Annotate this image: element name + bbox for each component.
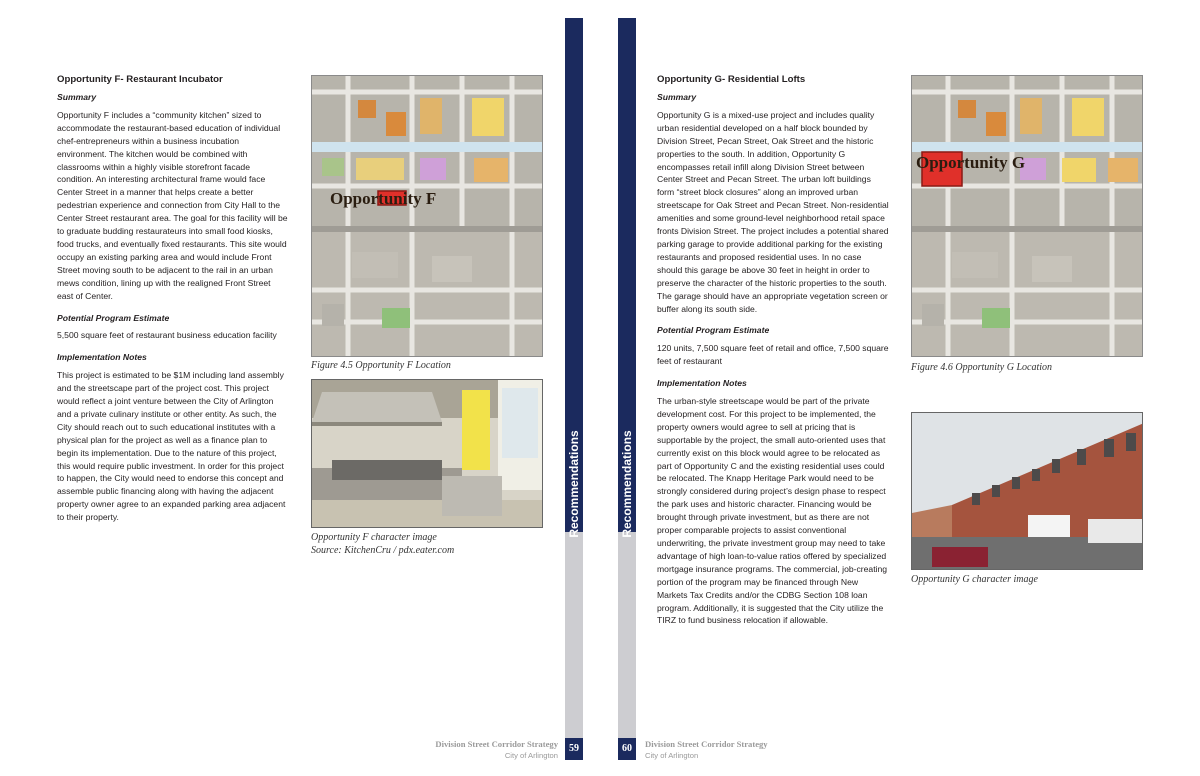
opportunity-f-map-label: Opportunity F xyxy=(330,189,437,208)
opportunity-g-location-map xyxy=(911,75,1143,357)
opportunity-f-location-map xyxy=(311,75,543,357)
program-text: 120 units, 7,500 square feet of retail and office, 7,500 square feet of restaurant xyxy=(657,343,889,367)
opportunity-g-title: Opportunity G- Residential Lofts xyxy=(657,74,806,85)
footer-subtitle: City of Arlington xyxy=(504,751,558,760)
implementation-text: The urban-style streetscape would be part of the private development cost. For this project to be implemented, the property owners would agree to sell at pricing that is supportable by the project, the small auto-oriented uses that currently exist on this block would agree to be relocated as part of Opportunity C and the existing residential uses could be relocated. The Knapp Heritage Park would need to be strongly considered during project’s design phase to respect the park uses and historic character. Financing would be brought through private investment, but as there are not proper comparable projects to assist conventional underwriting, the private investment group may need to take advantage of high loan-to-value ratios offered by specialized mortgage insurance programs. The commercial, job-creating portion of the program may be financed through New Markets Tax Credits and/or the CDBG Section 108 loan program. Additionally, it is suggested that the City utilize the TIRZ to fund business relocation if allowable. xyxy=(657,396,888,626)
program-heading: Potential Program Estimate xyxy=(57,312,170,323)
opportunity-g-lofts-photo xyxy=(911,412,1143,570)
program-heading: Potential Program Estimate xyxy=(657,325,770,336)
photo-caption-title: Opportunity F character image xyxy=(311,532,437,543)
opportunity-f-photo-caption xyxy=(311,532,454,557)
left-footer xyxy=(435,739,558,761)
implementation-heading: Implementation Notes xyxy=(57,352,147,363)
page-number-59: 59 xyxy=(565,738,583,760)
implementation-heading: Implementation Notes xyxy=(657,378,747,389)
opportunity-f-kitchen-photo xyxy=(311,379,543,528)
summary-text: Opportunity F includes a “community kitchen” sized to accommodate the restaurant-based education of individual chef-entrepreneurs within a business incubation environment. The kitchen would be combined with classrooms within a highly visible storefront facade condition. An interesting architectural frame would face Center Street in a manner that helps create a better pedestrian experience and connection from City Hall to the Center Street restaurant area. The goal for this facility will be to graduate budding restaurateurs into small food kiosks, food trucks, and eventually fixed restaurants. This site would occupy an existing parking area and would include Front Street moving south to be adjacent to the rail in an urban mews condition, lining up with the realigned Front Street east of Center. xyxy=(57,109,288,301)
right-text-column xyxy=(657,73,889,634)
right-recommendations-band xyxy=(618,18,636,760)
footer-title: Division Street Corridor Strategy xyxy=(435,739,558,749)
opportunity-g-photo-caption: Opportunity G character image xyxy=(911,574,1038,585)
left-text-column xyxy=(57,73,289,531)
opportunity-f-title: Opportunity F- Restaurant Incubator xyxy=(57,74,223,85)
right-footer xyxy=(645,739,768,761)
opportunity-f-map-caption: Figure 4.5 Opportunity F Location xyxy=(311,360,451,371)
summary-heading: Summary xyxy=(657,92,697,102)
summary-heading: Summary xyxy=(57,92,97,102)
band-label: Recommendations xyxy=(567,430,581,538)
implementation-text: This project is estimated to be $1M including land assembly and the streetscape part of the project cost. This project would reflect a joint venture between the City of Arlington and a private culinary institute or other entity. As such, the City should reach out to such educational institutes with a physical plan for the project as well as a finance plan to begin its implementation. Due to the nature of this project, this would require public investment. In order for this project to happen, the City would need to endorse this concept and assemble public financing along with having the adjacent property owner agree to an expanded parking area adjacent to their property. xyxy=(57,370,286,523)
page-number-60: 60 xyxy=(618,738,636,760)
band-label: Recommendations xyxy=(620,430,634,538)
footer-title: Division Street Corridor Strategy xyxy=(645,739,768,749)
footer-subtitle: City of Arlington xyxy=(645,751,699,760)
program-text: 5,500 square feet of restaurant business education facility xyxy=(57,330,277,341)
left-recommendations-band xyxy=(565,18,583,760)
opportunity-g-map-caption: Figure 4.6 Opportunity G Location xyxy=(911,362,1053,373)
opportunity-g-map-label: Opportunity G xyxy=(916,153,1026,172)
summary-text: Opportunity G is a mixed-use project and includes quality urban residential developed on a half block bounded by Division Street, Pecan Street, Oak Street and the historic properties to the south. In addition, Opportunity G encompasses retail infill along Division Street between Center Street and Pecan Street. The urban loft buildings form “street block closures” along an improved urban streetscape for Oak Street and Pecan Street. Non-residential amenities and some ground-level neighborhood retail space fronts Division Street. The project includes a potential shared parking garage to provide additional parking for the existing restaurants and proposed residential uses. In no case should this garage be above 30 feet in height in order to preserve the character of the historic properties to the south. The garage should have an appropriate vegetation screen or buffer along its south side. xyxy=(657,109,889,314)
photo-caption-source: Source: KitchenCru / pdx.eater.com xyxy=(311,544,455,556)
